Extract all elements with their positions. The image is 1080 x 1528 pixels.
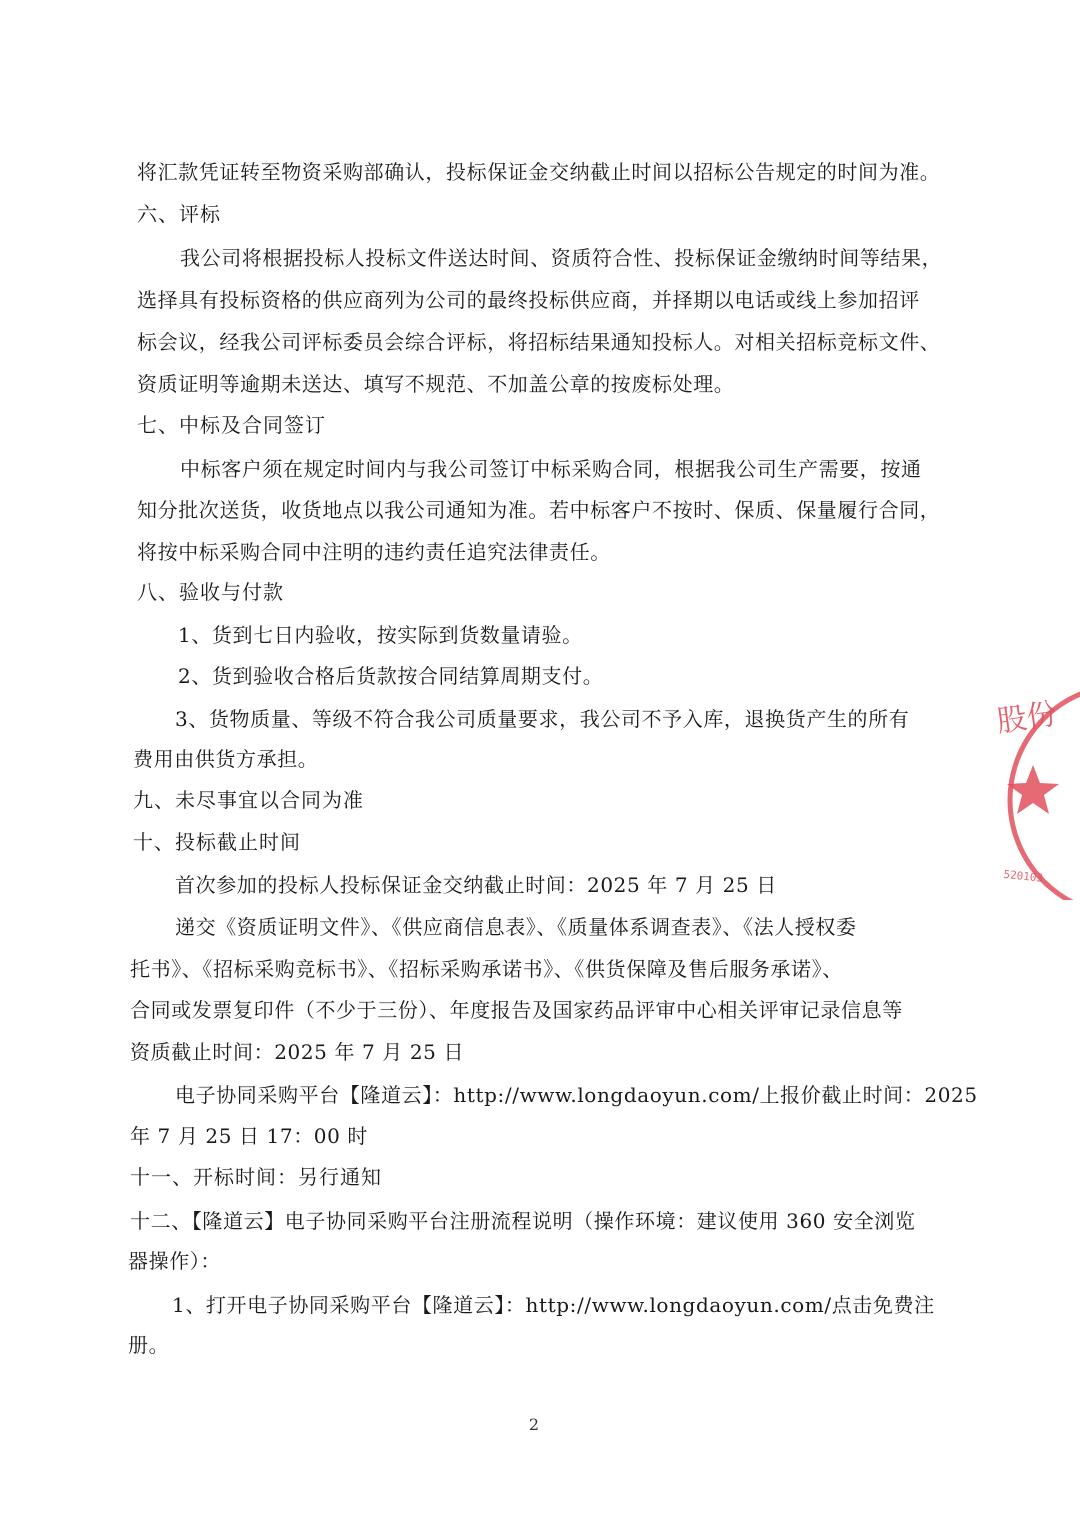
seal-code: 520103 [1002,867,1044,885]
paragraph-line: 资质证明等逾期未送达、填写不规范、不加盖公章的按废标处理。 [137,372,735,396]
paragraph-line: 标会议，经我公司评标委员会综合评标，将招标结果通知投标人。对相关招标竞标文件、 [137,330,941,354]
page-number: 2 [528,1415,540,1434]
paragraph-line: 托书》、《招标采购竞标书》、《招标采购承诺书》、《供货保障及售后服务承诺》、 [130,957,843,981]
paragraph-line: 十二、【隆道云】电子协同采购平台注册流程说明（操作环境：建议使用 360 安全浏览 [130,1209,916,1233]
paragraph-line: 将汇款凭证转至物资采购部确认，投标保证金交纳截止时间以招标公告规定的时间为准。 [137,160,941,184]
paragraph-line: 年 7 月 25 日 17：00 时 [130,1124,369,1148]
list-item: 2、货到验收合格后货款按合同结算周期支付。 [178,664,604,688]
paragraph-line: 电子协同采购平台【隆道云】：http://www.longdaoyun.com/上报价截止时间：2025 [175,1083,978,1107]
paragraph-line: 选择具有投标资格的供应商列为公司的最终投标供应商，并择期以电话或线上参加招评 [137,288,920,312]
paragraph-line: 知分批次送货，收货地点以我公司通知为准。若中标客户不按时、保质、保量履行合同， [137,498,941,522]
paragraph-line: 我公司将根据投标人投标文件送达时间、资质符合性、投标保证金缴纳时间等结果， [180,246,943,270]
list-item: 3、货物质量、等级不符合我公司质量要求，我公司不予入库，退换货产生的所有 [175,707,910,731]
section-heading: 八、验收与付款 [137,580,284,604]
paragraph-line: 首次参加的投标人投标保证金交纳截止时间：2025 年 7 月 25 日 [175,873,777,897]
paragraph-line: 递交《资质证明文件》、《供应商信息表》、《质量体系调查表》、《法人授权委 [175,915,857,939]
paragraph-line: 器操作）： [128,1249,221,1273]
paragraph-line: 合同或发票复印件（不少于三份）、年度报告及国家药品评审中心相关评审记录信息等 [130,998,903,1022]
company-seal [985,680,1080,900]
seal-text: 股份 [994,696,1059,740]
section-heading: 十、投标截止时间 [133,830,301,854]
paragraph-line: 中标客户须在规定时间内与我公司签订中标采购合同，根据我公司生产需要，按通 [180,457,922,481]
paragraph-line: 将按中标采购合同中注明的违约责任追究法律责任。 [137,540,611,564]
section-heading: 十一、开标时间：另行通知 [130,1165,382,1189]
list-item: 1、打开电子协同采购平台【隆道云】：http://www.longdaoyun.com/点击免费注 [172,1293,935,1317]
list-item: 1、货到七日内验收，按实际到货数量请验。 [178,623,583,647]
paragraph-line: 资质截止时间：2025 年 7 月 25 日 [130,1040,465,1064]
section-heading: 六、评标 [137,202,221,226]
paragraph-line: 册。 [128,1333,170,1357]
section-heading: 九、未尽事宜以合同为准 [133,788,364,812]
section-heading: 七、中标及合同签订 [137,413,326,437]
paragraph-line: 费用由供货方承担。 [133,747,319,771]
